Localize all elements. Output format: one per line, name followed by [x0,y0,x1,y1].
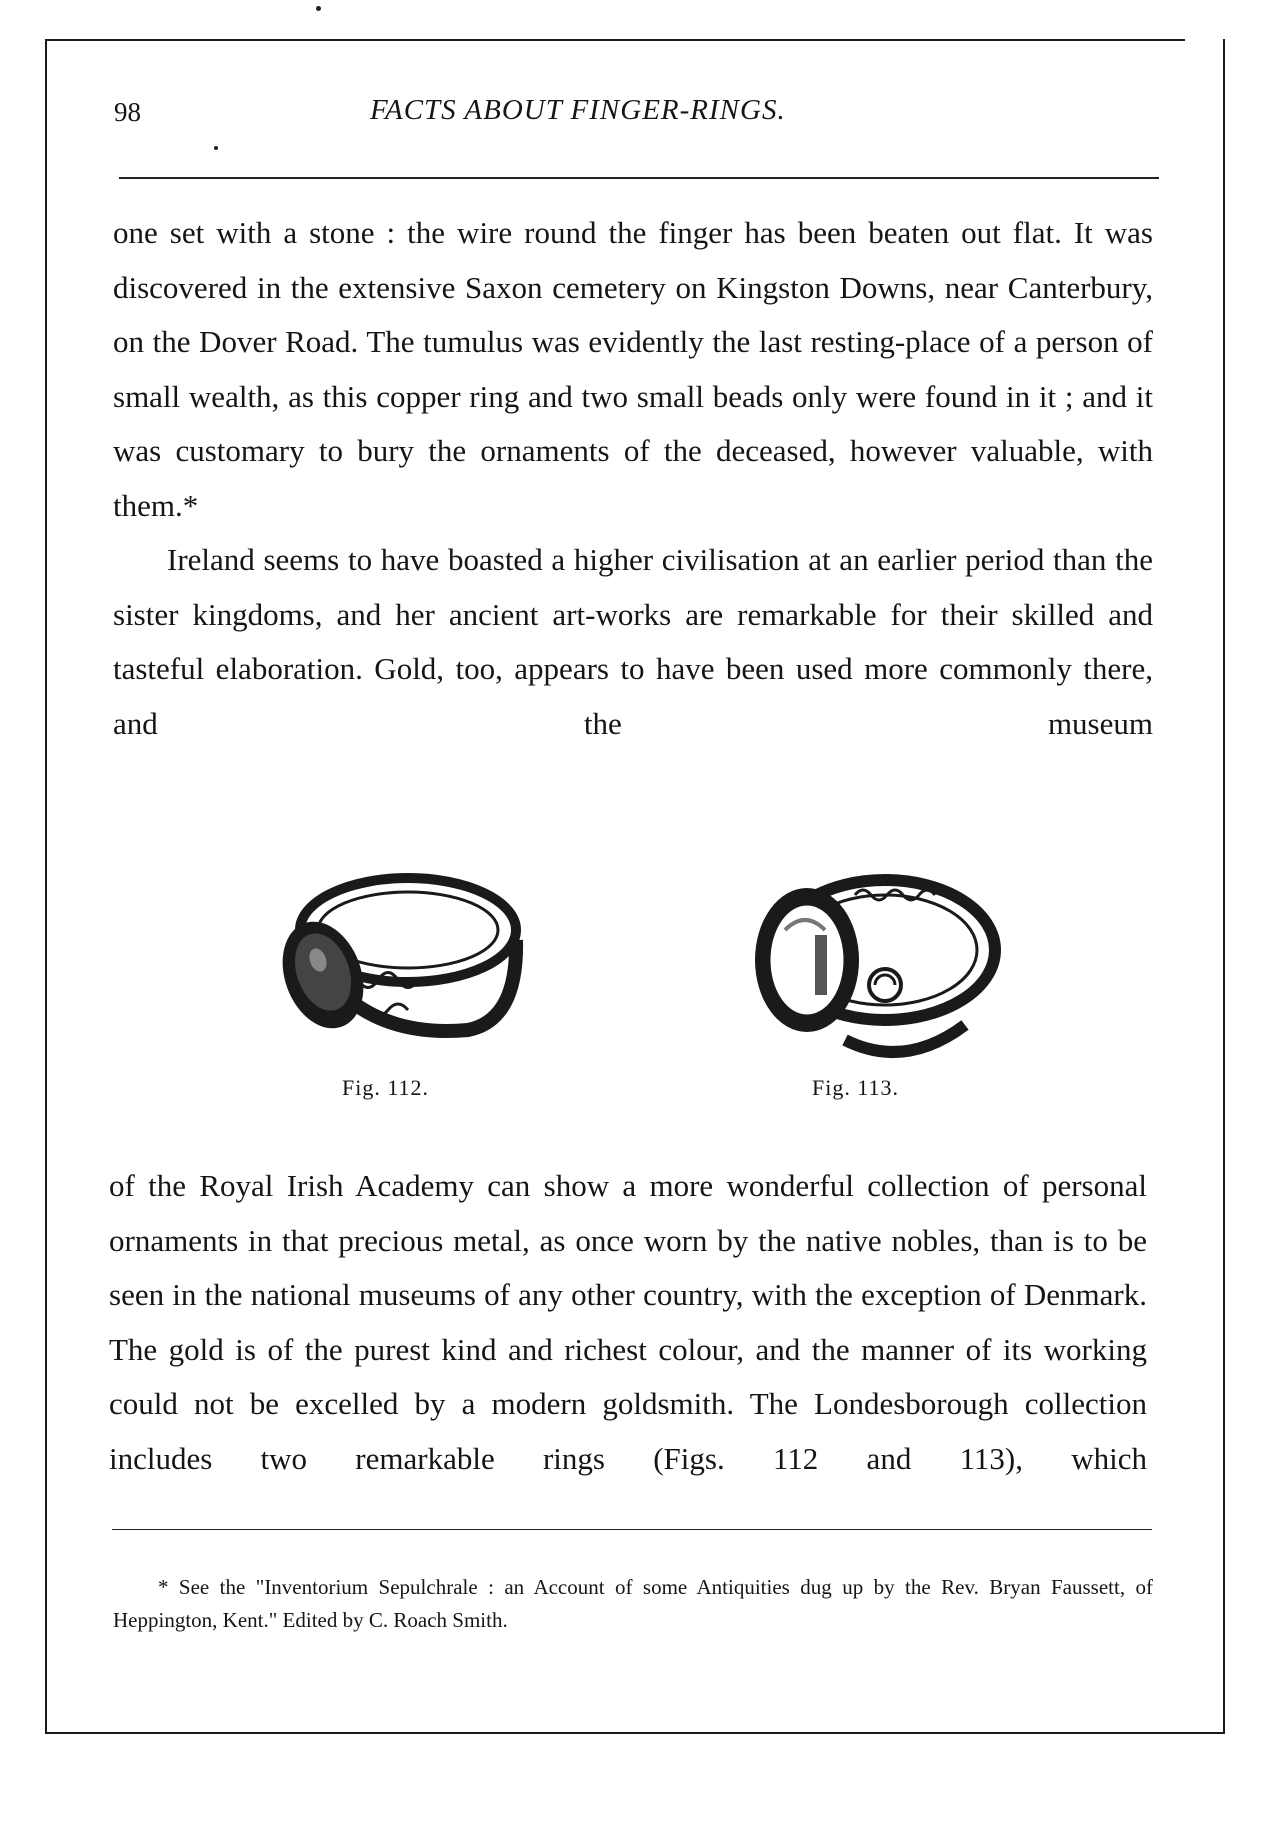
text-lower [109,1159,1147,1486]
page-number: 98 [114,97,141,127]
footnote [113,1571,1153,1637]
figure-112-caption: Fig. 112. [342,1075,430,1100]
speck [316,6,321,11]
paragraph-3: of the Royal Irish Academy can show a more wonderful collection of personal ornaments in that precious metal, as once worn by the native nobles, than is to be seen in the national museums of any other country, with the exception of Denmark. The gold is of the purest kind and richest colour, and the manner of its working could not be excelled by a modern goldsmith. The Londesborough collection includes two remarkable rings (Figs. 112 and 113), which [109,1168,1147,1476]
running-title: FACTS ABOUT FINGER-RINGS. [370,94,786,126]
frame-right-line [1223,39,1225,1734]
frame-bottom-line [45,1732,1225,1734]
frame-top-line [45,39,1185,41]
header-rule [119,177,1159,179]
paragraph-2: Ireland seems to have boasted a higher civilisation at an earlier period than the sister kingdoms, and her ancient art-works are remarkable for their skilled and tasteful elaboration. Gold, too, appears to have been used more commonly there, and the museum [113,542,1153,741]
paragraph-1: one set with a stone : the wire round the finger has been beaten out flat. It was discovered in the extensive Saxon cemetery on Kingston Downs, near Canterbury, on the Dover Road. The tumulus was evidently the last resting-place of a person of small wealth, as this copper ring and two small beads only were found in it ; and it was customary to bury the ornaments of the deceased, however valuable, with them.* [113,215,1153,523]
text-upper [113,206,1153,751]
figure-113-caption: Fig. 113. [812,1075,900,1100]
frame-left-line [45,39,47,1734]
speck [214,146,218,150]
footnote-rule [112,1529,1152,1530]
figure-113-ring [745,855,1010,1070]
figure-112-ring [268,860,548,1080]
footnote-text: * See the "Inventorium Sepulchrale : an Account of some Antiquities dug up by the Rev. Bryan Faussett, of Heppington, Kent." Edited by C. Roach Smith. [113,1575,1153,1632]
